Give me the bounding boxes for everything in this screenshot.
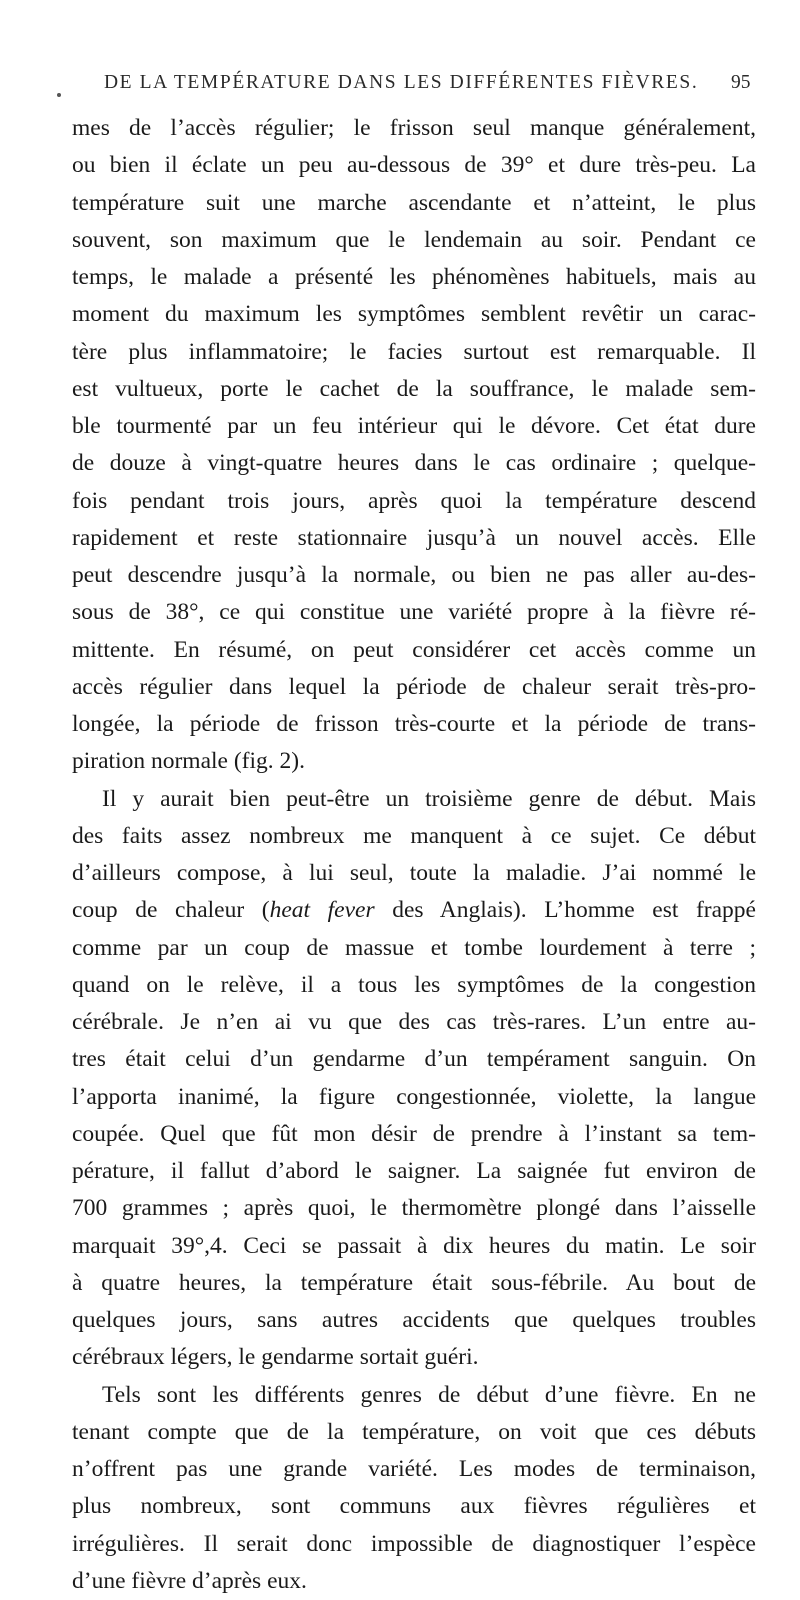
text-line: temps, le malade a présenté les phénomènes habituels, mais au [72,264,756,290]
text-line: sous de 38°, ce qui constitue une variété propre à la fièvre ré- [72,599,756,626]
text-line: peut descendre jusqu’à la normale, ou bien ne pas aller au-des- [72,562,756,588]
text-line: l’apporta inanimé, la figure congestionnée, violette, la langue [72,1083,756,1110]
text-line: piration normale (fig. 2). [72,748,305,775]
italic-phrase: heat fever [269,897,375,924]
text-segment: coup de chaleur ( [72,897,270,924]
text-line: Tels sont les différents genres de début d’une fièvre. En ne [102,1381,756,1408]
running-head: DE LA TEMPÉRATURE DANS LES DIFFÉRENTES FIÈVRES. [104,72,699,93]
text-line: plus nombreux, sont communs aux fièvres régulières et [72,1493,756,1520]
text-line: d’une fièvre d’après eux. [72,1567,307,1594]
text-line: n’offrent pas une grande variété. Les modes de terminaison, [72,1456,756,1482]
text-line: ou bien il éclate un peu au-dessous de 39° et dure très-peu. La [72,152,756,179]
text-line: ble tourmenté par un feu intérieur qui le dévore. Cet état dure [72,413,756,439]
text-line: est vultueux, porte le cachet de la souffrance, le malade sem- [72,375,756,402]
text-line: marquait 39°,4. Ceci se passait à dix heures du matin. Le soir [72,1232,756,1259]
text-line: accès régulier dans lequel la période de chaleur serait très-pro- [72,673,756,700]
text-line: souvent, son maximum que le lendemain au soir. Pendant ce [72,226,756,253]
text-line: tère plus inflammatoire; le facies surtout est remarquable. Il [72,338,756,365]
text-line: quand on le relève, il a tous les symptômes de la congestion [72,971,756,998]
text-line: des faits assez nombreux me manquent à ce sujet. Ce début [72,822,756,849]
text-line: tenant compte que de la température, on voit que ces débuts [72,1418,756,1445]
text-line: rapidement et reste stationnaire jusqu’à un nouvel accès. Elle [72,524,756,551]
text-line: irrégulières. Il serait donc impossible de diagnostiquer l’espèce [72,1530,756,1557]
text-line: d’ailleurs compose, à lui seul, toute la maladie. J’ai nommé le [72,860,756,886]
text-line: pérature, il fallut d’abord le saigner. La saignée fut environ de [72,1158,756,1184]
text-line: à quatre heures, la température était sous-fébrile. Au bout de [72,1269,756,1296]
body-text [72,110,756,1600]
text-line: température suit une marche ascendante et n’atteint, le plus [72,189,756,216]
text-line: mes de l’accès régulier; le frisson seul manque généralement, [72,115,756,141]
text-line [72,892,756,929]
text-line: comme par un coup de massue et tombe lourdement à terre ; [72,934,756,961]
text-line: Il y aurait bien peut-être un troisième genre de début. Mais [102,785,756,812]
text-line: cérébraux légers, le gendarme sortait guéri. [72,1344,479,1371]
text-line: 700 grammes ; après quoi, le thermomètre plongé dans l’aisselle [72,1195,756,1222]
text-line: mittente. En résumé, on peut considérer cet accès comme un [72,636,756,663]
text-segment: des Anglais). L’homme est frappé [374,897,756,924]
text-line: tres était celui d’un gendarme d’un tempérament sanguin. On [72,1046,756,1073]
text-line: cérébrale. Je n’en ai vu que des cas très-rares. L’un entre au- [72,1009,756,1035]
text-line: moment du maximum les symptômes semblent revêtir un carac- [72,301,756,328]
page-number: 95 [731,72,751,93]
text-line: fois pendant trois jours, après quoi la température descend [72,487,756,514]
text-line: quelques jours, sans autres accidents que quelques troubles [72,1307,756,1333]
text-line: longée, la période de frisson très-courte et la période de trans- [72,711,756,737]
text-line: coupée. Quel que fût mon désir de prendre à l’instant sa tem- [72,1120,756,1147]
margin-dot [57,93,61,97]
text-line: de douze à vingt-quatre heures dans le cas ordinaire ; quelque- [72,450,756,477]
